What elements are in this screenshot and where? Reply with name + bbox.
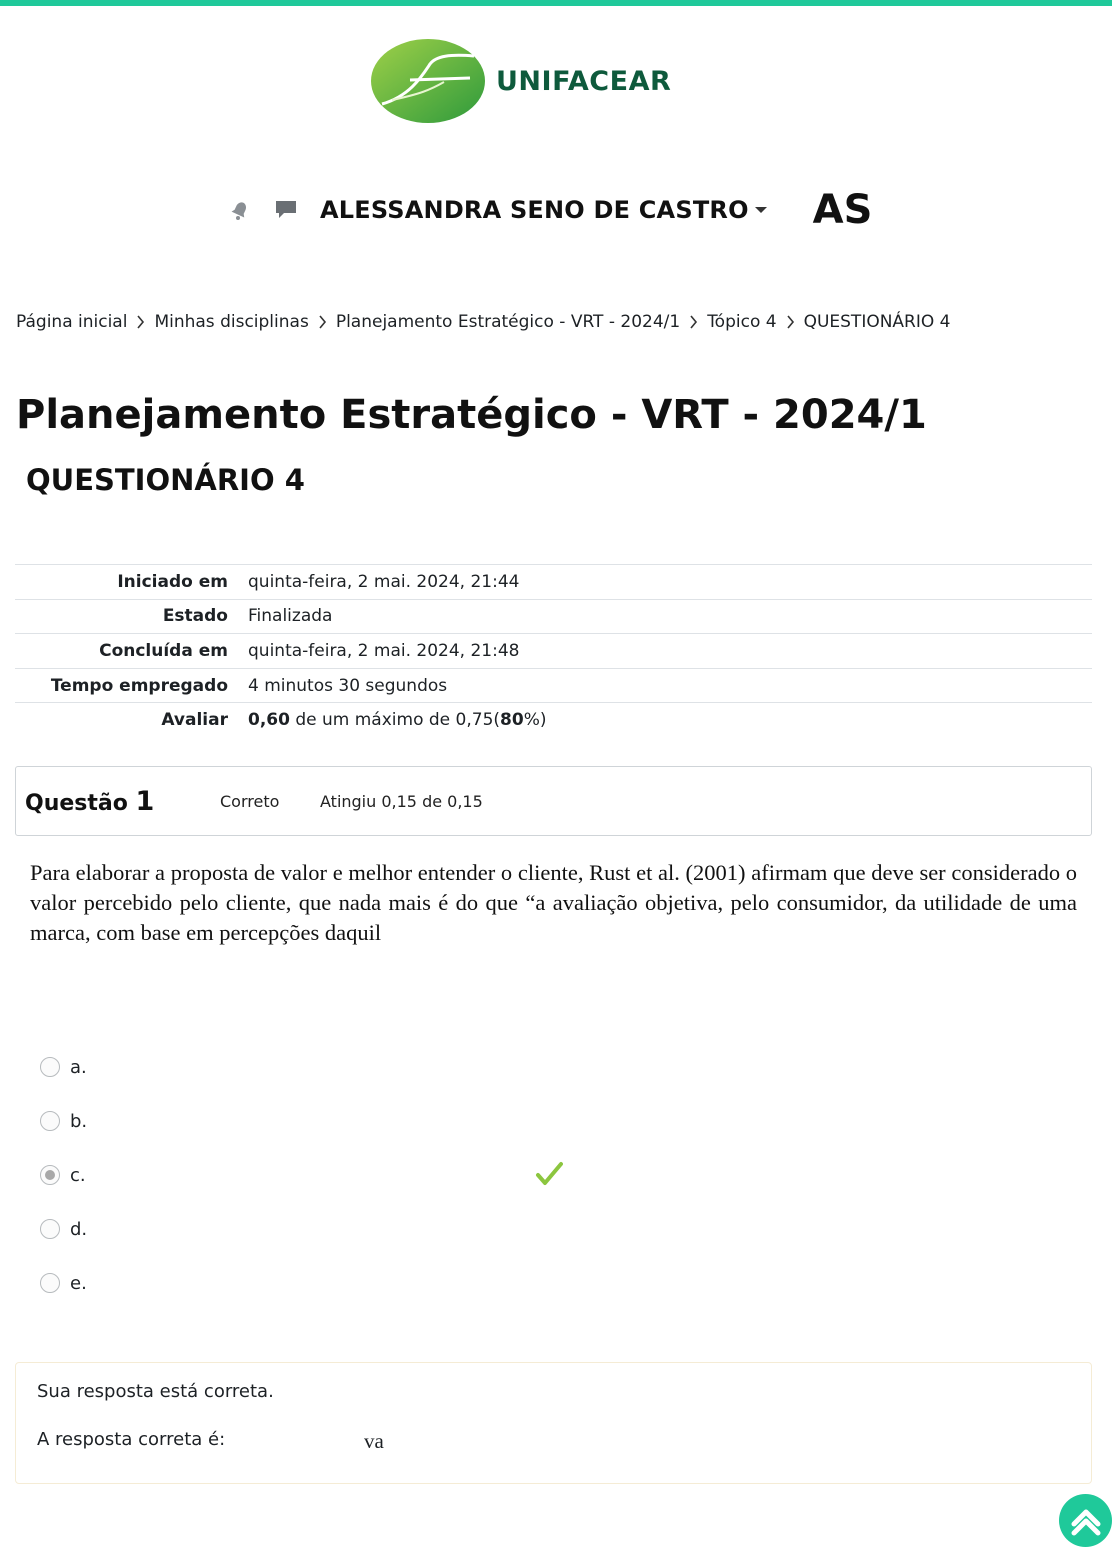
answer-label: b.	[70, 1110, 88, 1132]
answer-option-d[interactable]	[40, 1202, 640, 1256]
answer-label: c.	[70, 1164, 86, 1186]
question-number	[25, 786, 210, 817]
back-to-top-button[interactable]	[1059, 1494, 1112, 1547]
top-accent-bar	[0, 0, 1112, 6]
answer-option-c[interactable]	[40, 1148, 640, 1202]
summary-row	[15, 634, 1092, 669]
chevron-right-icon	[786, 315, 795, 329]
attempt-summary-table	[15, 564, 1092, 737]
page-title-course: Planejamento Estratégico - VRT - 2024/1	[16, 392, 927, 438]
answer-label: e.	[70, 1272, 87, 1294]
question-number-value: 1	[135, 785, 155, 817]
answer-option-b[interactable]	[40, 1094, 640, 1148]
question-label: Questão	[25, 790, 128, 816]
site-logo[interactable]	[370, 36, 671, 126]
avatar[interactable]: AS	[812, 187, 873, 233]
breadcrumb	[16, 312, 951, 332]
summary-value: 4 minutos 30 segundos	[248, 675, 448, 696]
radio-button[interactable]	[40, 1219, 60, 1239]
radio-button[interactable]	[40, 1273, 60, 1293]
correct-answer-label: A resposta correta é:	[37, 1429, 226, 1450]
radio-button[interactable]	[40, 1057, 60, 1077]
answer-label: a.	[70, 1056, 87, 1078]
answer-option-a[interactable]	[40, 1040, 640, 1094]
chevron-right-icon	[318, 315, 327, 329]
radio-button[interactable]	[40, 1111, 60, 1131]
feedback-box	[15, 1362, 1092, 1484]
grade-score: 0,60	[248, 710, 290, 731]
correct-answer-value: va	[364, 1429, 384, 1453]
answer-option-e[interactable]	[40, 1256, 640, 1310]
breadcrumb-course[interactable]: Planejamento Estratégico - VRT - 2024/1	[335, 312, 681, 332]
chevron-right-icon	[136, 315, 145, 329]
question-grade: Atingiu 0,15 de 0,15	[320, 791, 483, 811]
summary-label: Concluída em	[99, 640, 228, 661]
chevron-up-icon	[1069, 1504, 1103, 1538]
breadcrumb-quiz[interactable]: QUESTIONÁRIO 4	[803, 312, 951, 332]
checkmark-icon	[535, 1160, 563, 1192]
radio-button-selected[interactable]	[40, 1165, 60, 1185]
answer-label: d.	[70, 1218, 88, 1240]
breadcrumb-home[interactable]: Página inicial	[16, 312, 128, 332]
answer-options	[40, 1040, 640, 1310]
user-menu	[228, 186, 872, 234]
breadcrumb-my-courses[interactable]: Minhas disciplinas	[154, 312, 309, 332]
summary-label: Estado	[162, 606, 228, 627]
summary-value: Finalizada	[248, 606, 333, 627]
grade-max: de um máximo de 0,75(	[289, 710, 501, 731]
breadcrumb-topic[interactable]: Tópico 4	[707, 312, 777, 332]
caret-down-icon[interactable]	[755, 201, 767, 219]
summary-row	[15, 703, 1092, 738]
summary-row	[15, 599, 1092, 634]
unifacear-logo-icon	[370, 36, 486, 126]
summary-label: Avaliar	[161, 710, 228, 731]
user-name[interactable]: ALESSANDRA SENO DE CASTRO	[320, 196, 749, 224]
bell-icon[interactable]	[228, 198, 252, 222]
question-info-box	[15, 766, 1092, 836]
summary-row	[15, 565, 1092, 600]
summary-value: quinta-feira, 2 mai. 2024, 21:44	[248, 571, 520, 592]
question-text: Para elaborar a proposta de valor e melhor entender o cliente, Rust et al. (2001) afirmam que deve ser considerado o valor percebido pelo cliente, que nada mais é do que “a avaliação objetiva, pelo consumidor, da utilidade de uma marca, com base em percepções daquil	[30, 860, 1077, 945]
page-title	[16, 384, 1101, 511]
summary-label: Tempo empregado	[50, 675, 228, 696]
chevron-right-icon	[689, 315, 698, 329]
summary-value: quinta-feira, 2 mai. 2024, 21:48	[248, 640, 520, 661]
summary-grade-value	[238, 703, 1092, 738]
question-state: Correto	[220, 791, 280, 811]
grade-percent: 80	[500, 710, 524, 731]
feedback-status: Sua resposta está correta.	[37, 1381, 274, 1402]
chat-icon[interactable]	[274, 198, 298, 222]
summary-label: Iniciado em	[117, 571, 228, 592]
summary-row	[15, 668, 1092, 703]
page-title-activity: QUESTIONÁRIO 4	[26, 463, 305, 497]
grade-percent-suffix: %)	[523, 710, 547, 731]
logo-text: UNIFACEAR	[496, 65, 672, 97]
